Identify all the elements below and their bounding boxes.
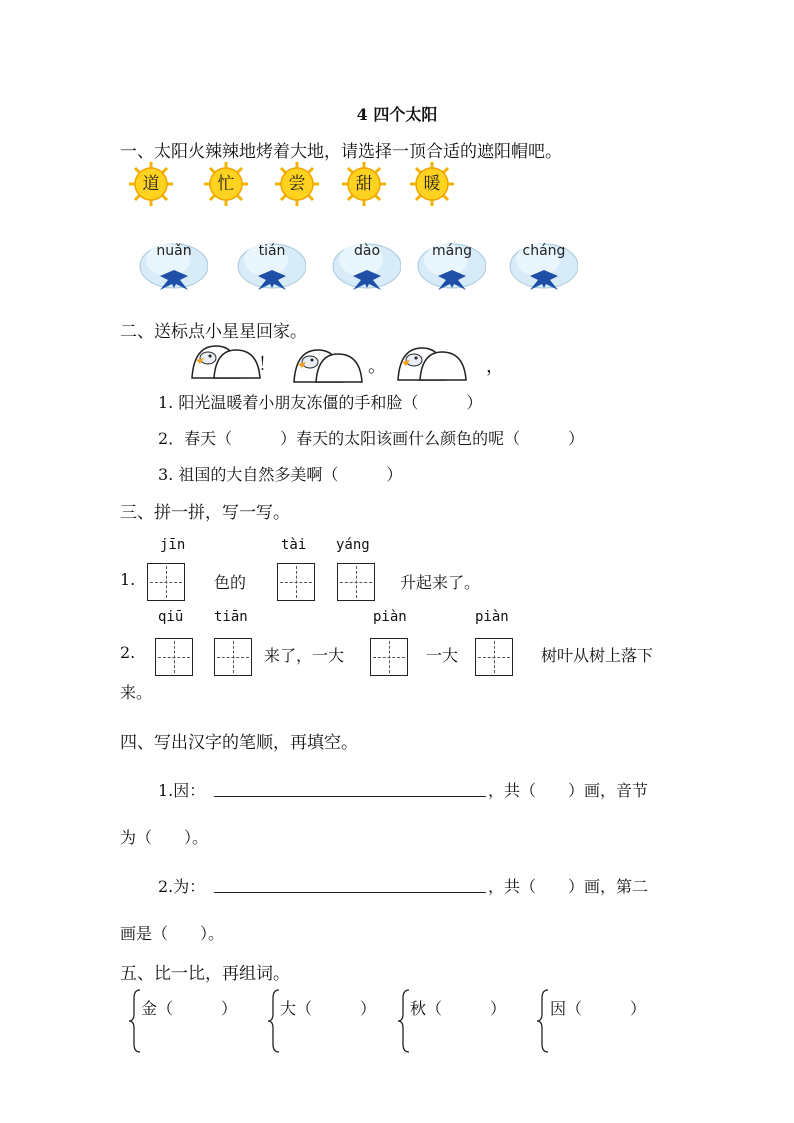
- sentence-text: 一大: [426, 646, 459, 665]
- sun-item-1[interactable]: [128, 161, 174, 207]
- stroke-order-answer-line[interactable]: [214, 892, 486, 893]
- penguin-icon: [190, 340, 264, 380]
- hat-item-3[interactable]: [329, 236, 401, 296]
- sun-char: 道: [142, 174, 160, 194]
- pinyin-label: jīn: [160, 537, 186, 553]
- section4-heading: 四、写出汉字的笔顺，再填空。: [120, 733, 358, 753]
- punctuation-question-2: 2．春天（ ）春天的太阳该画什么颜色的呢（ ）: [158, 429, 585, 448]
- sun-char: 暖: [423, 174, 441, 194]
- section2-heading: 二、送标点小星星回家。: [120, 322, 307, 342]
- compare-word-item: 秋（ ）: [410, 999, 507, 1018]
- hat-pinyin: tián: [258, 243, 286, 259]
- stroke-count-text: ，共（ ）画，音节: [488, 781, 649, 800]
- pinyin-label: qiū: [158, 609, 184, 625]
- row-number: 2.: [120, 643, 136, 662]
- hat-item-4[interactable]: [414, 236, 486, 296]
- stroke-order-answer-line[interactable]: [214, 796, 486, 797]
- sentence-text: 来。: [120, 683, 153, 702]
- row-number: 1.: [120, 570, 136, 589]
- pinyin-label: tiān: [214, 609, 248, 625]
- writing-grid-box[interactable]: [147, 563, 185, 601]
- stroke-question-line2: 为（ ）。: [120, 828, 209, 847]
- pinyin-label: yáng: [336, 537, 370, 553]
- penguin-icon: [292, 344, 366, 384]
- stroke-order-label: 1.因：: [158, 781, 206, 800]
- brace-icon: [128, 988, 142, 1054]
- sun-char: 忙: [217, 174, 235, 194]
- punctuation-mark: ，: [486, 356, 504, 377]
- hat-item-1[interactable]: [136, 236, 208, 296]
- brace-icon: [267, 988, 281, 1054]
- stroke-order-label: 2.为：: [158, 877, 206, 896]
- pinyin-label: piàn: [475, 609, 509, 625]
- penguin-icon: [396, 342, 470, 382]
- punctuation-question-3: 3. 祖国的大自然多美啊（ ）: [158, 465, 403, 484]
- sun-item-3[interactable]: [274, 161, 320, 207]
- compare-word-item: 大（ ）: [280, 999, 377, 1018]
- hat-pinyin: cháng: [522, 243, 566, 259]
- sentence-text: 色的: [214, 573, 247, 592]
- hat-pinyin: máng: [432, 243, 472, 259]
- brace-icon: [397, 988, 411, 1054]
- writing-grid-box[interactable]: [475, 638, 513, 676]
- writing-grid-box[interactable]: [155, 638, 193, 676]
- compare-word-item: 金（ ）: [141, 999, 238, 1018]
- hat-item-2[interactable]: [234, 236, 306, 296]
- sun-char: 甜: [355, 174, 373, 194]
- sentence-text: 树叶从树上落下: [541, 646, 654, 665]
- hat-item-5[interactable]: [506, 236, 578, 296]
- pinyin-label: tài: [281, 537, 307, 553]
- brace-icon: [536, 988, 550, 1054]
- sun-item-5[interactable]: [409, 161, 455, 207]
- writing-grid-box[interactable]: [214, 638, 252, 676]
- worksheet-title: 4 四个太阳: [356, 105, 438, 124]
- stroke-question-line2: 画是（ ）。: [120, 924, 225, 943]
- section3-heading: 三、拼一拼，写一写。: [120, 503, 290, 523]
- writing-grid-box[interactable]: [277, 563, 315, 601]
- sun-item-4[interactable]: [341, 161, 387, 207]
- punctuation-mark: 。: [368, 356, 386, 377]
- writing-grid-box[interactable]: [370, 638, 408, 676]
- stroke-count-text: ，共（ ）画，第二: [488, 877, 649, 896]
- compare-word-item: 因（ ）: [550, 999, 647, 1018]
- punctuation-mark: ！: [258, 354, 276, 375]
- section5-heading: 五、比一比，再组词。: [120, 964, 290, 984]
- writing-grid-box[interactable]: [337, 563, 375, 601]
- sun-item-2[interactable]: [203, 161, 249, 207]
- section1-heading: 一、太阳火辣辣地烤着大地，请选择一顶合适的遮阳帽吧。: [120, 142, 562, 162]
- hat-pinyin: dào: [353, 243, 381, 259]
- sun-char: 尝: [288, 174, 306, 194]
- pinyin-label: piàn: [373, 609, 407, 625]
- sentence-text: 来了，一大: [264, 646, 345, 665]
- sentence-text: 升起来了。: [400, 573, 481, 592]
- punctuation-question-1: 1. 阳光温暖着小朋友冻僵的手和脸（ ）: [158, 393, 483, 412]
- hat-pinyin: nuǎn: [156, 243, 192, 259]
